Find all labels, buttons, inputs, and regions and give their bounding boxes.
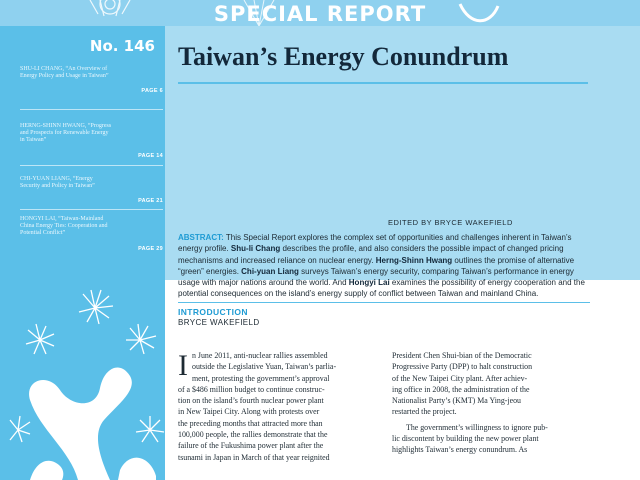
body-line: failure of the Fukushima power plant after the [178, 441, 324, 451]
banner-title: SPECIAL REPORT [213, 2, 427, 26]
body-line: ment, protesting the government’s approval [192, 373, 330, 383]
author-name: Herng-Shinn Hwang [375, 255, 453, 265]
issue-number: No. 146 [89, 37, 155, 55]
body-line: the preceding months that attracted more than [178, 418, 323, 428]
body-line: outside the Legislative Yuan, Taiwan’s parlia- [192, 362, 337, 372]
author-name: Shu-li Chang [230, 244, 281, 254]
section-author: BRYCE WAKEFIELD [178, 318, 260, 327]
body-line: of a $486 million budget to continue construc- [178, 384, 325, 394]
body-column-right [392, 350, 592, 456]
body-line: Progressive Party (DPP) to halt construction [392, 362, 533, 372]
author-name: Hongyi Lai [348, 278, 390, 288]
body-line: n June 2011, anti-nuclear rallies assembled [192, 351, 328, 360]
body-line: The government’s willingness to ignore pub- [406, 422, 548, 432]
body-line: of the New Taipei City plant. After achiev- [392, 373, 528, 383]
toc-divider [20, 109, 163, 110]
toc-entry-page: PAGE 14 [138, 153, 163, 159]
page-title: Taiwan’s Energy Conundrum [178, 42, 509, 71]
intro-divider [178, 302, 590, 303]
toc-entry-page: PAGE 6 [141, 88, 163, 94]
toc-entry-page: PAGE 21 [138, 198, 163, 204]
abstract-paragraph [178, 232, 590, 300]
toc-entry[interactable] [20, 176, 163, 204]
body-line: ing office in 2008, the administration of the [392, 384, 530, 394]
decorative-art-panel [0, 280, 165, 480]
drop-cap: I [178, 349, 188, 382]
body-line: President Chen Shui-bian of the Democratic [392, 351, 532, 360]
toc-entry-page: PAGE 29 [138, 246, 163, 252]
toc-entry-text: HONGYI LAI, “Taiwan-Mainland China Energy Ties: Cooperation and Potential Conflict” [20, 216, 108, 236]
toc-entry-text: HERNG-SHINN HWANG, “Progress and Prospects for Renewable Energy in Taiwan” [20, 123, 112, 143]
report-banner [0, 0, 640, 26]
abstract-text: outlines the promise of alternative “green” energies. [178, 255, 575, 276]
section-heading: INTRODUCTION [178, 307, 248, 317]
body-column-left [178, 350, 378, 463]
body-line: 100,000 people, the rallies demonstrate that the [178, 430, 328, 440]
body-line: tion on the island’s fourth nuclear power plant [178, 396, 324, 406]
abstract-text: describes the profile, and also considers the possible impact of changed pricing mechanisms and increased reliance on nuclear energy. [178, 244, 564, 265]
body-line: tsunami in Japan in March of that year reignited [178, 452, 330, 462]
toc-entry-text: CHI-YUAN LIANG, “Energy Security and Policy in Taiwan” [20, 176, 95, 189]
toc-divider [20, 209, 163, 210]
body-line: highlights Taiwan’s energy conundrum. As [392, 445, 528, 455]
toc-entry[interactable] [20, 123, 163, 159]
toc-entry-text: SHU-LI CHANG, “An Overview of Energy Policy and Usage in Taiwan” [20, 66, 109, 79]
editor-credit: EDITED BY BRYCE WAKEFIELD [388, 218, 513, 227]
author-name: Chi-yuan Liang [241, 266, 299, 276]
sidebar-toc [0, 26, 165, 280]
toc-divider [20, 165, 163, 166]
abstract-text: surveys Taiwan’s energy security, comparing Taiwan’s performance in energy usage with major nations around the world. And [178, 266, 574, 288]
abstract-label: ABSTRACT: [178, 233, 224, 242]
body-line: in New Taipei City. Along with protests over [178, 407, 320, 417]
abstract-text: examines the possibility of energy cooperation and the potential consequences on the island’s energy supply of conflict between Taiwan and mainland China. [178, 278, 585, 299]
title-divider [178, 82, 588, 84]
toc-entry[interactable] [20, 66, 163, 94]
body-line: lic discontent by building the new power plant [392, 434, 539, 444]
tree-silhouette-icon [0, 280, 165, 480]
body-line: Nationalist Party’s (KMT) Ma Ying-jeou [392, 396, 522, 406]
abstract-text: This Special Report explores the complex set of opportunities and challenges inherent in Taiwan’s energy profile. [178, 233, 572, 254]
body-line: restarted the project. [392, 407, 457, 417]
toc-entry[interactable] [20, 216, 163, 252]
